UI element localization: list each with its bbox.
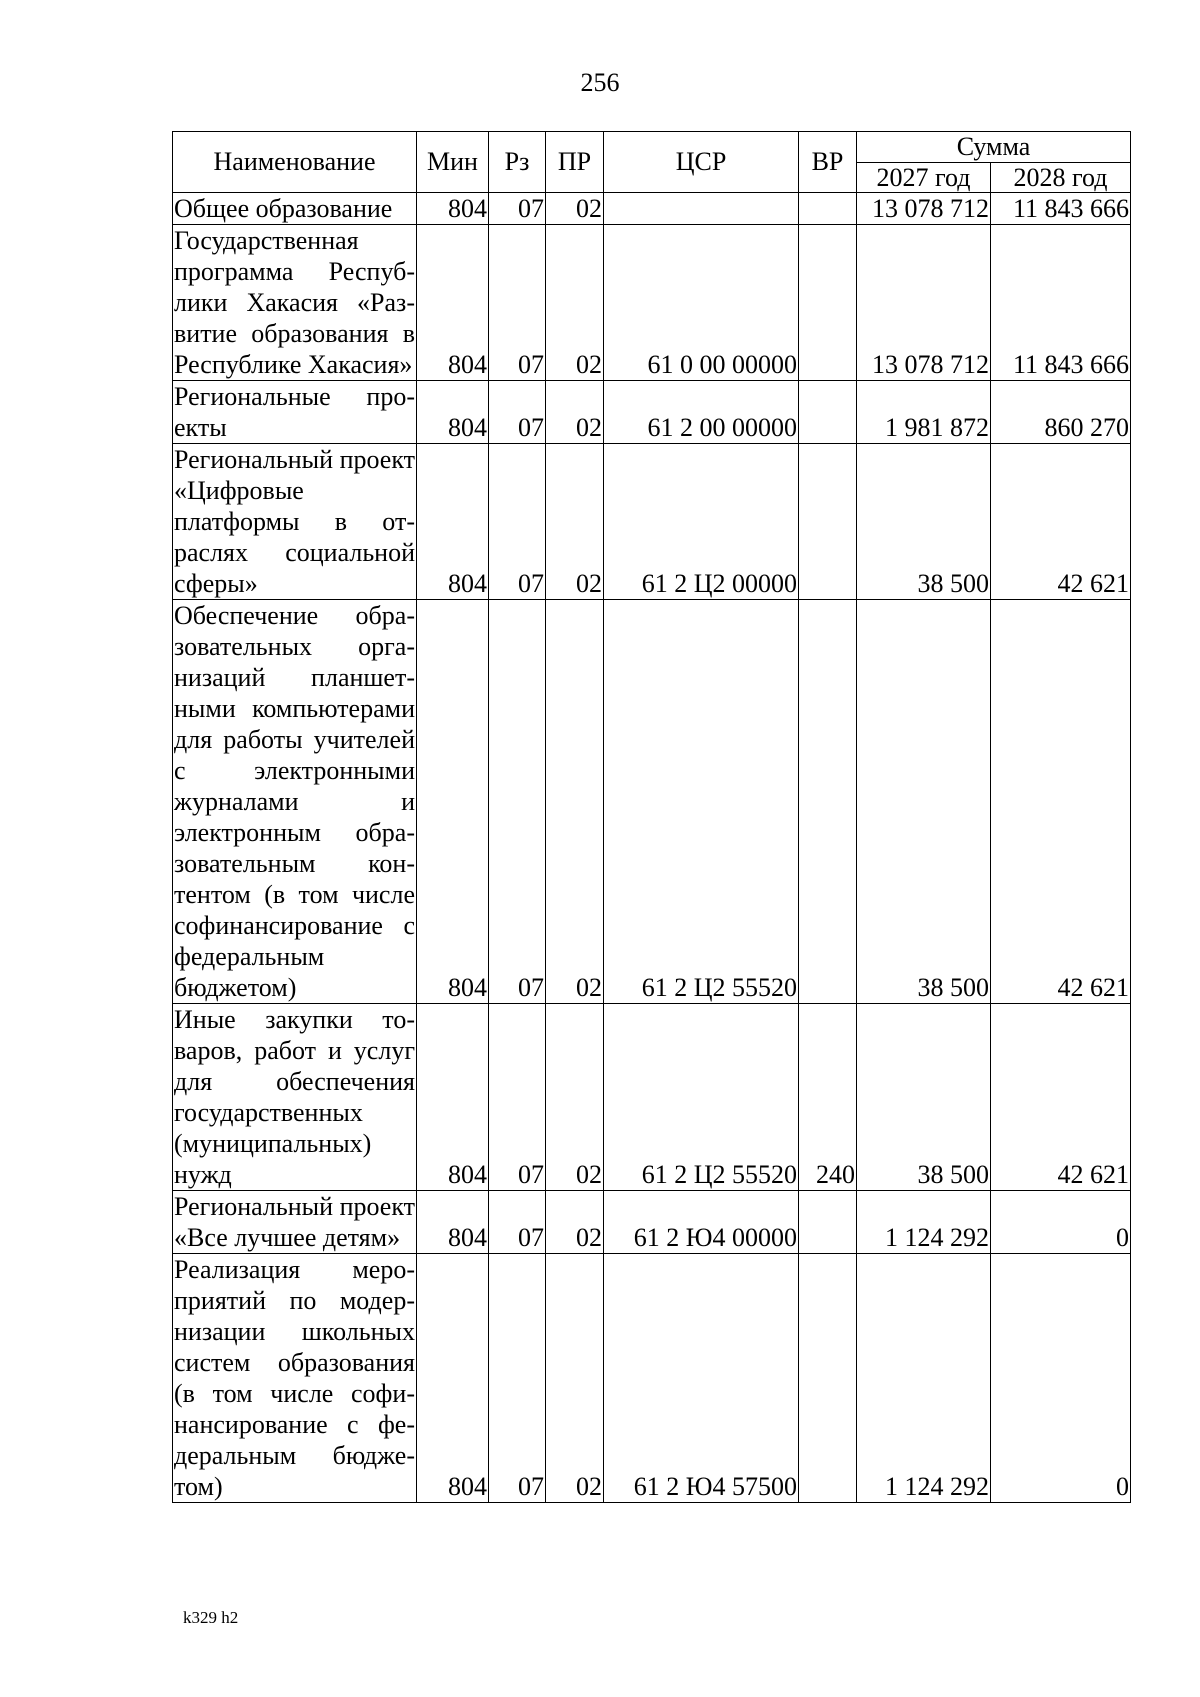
row-csr: 61 0 00 00000 bbox=[604, 225, 799, 381]
row-pr: 02 bbox=[546, 444, 604, 600]
row-sum-2027: 1 124 292 bbox=[857, 1191, 991, 1254]
row-min: 804 bbox=[417, 600, 489, 1004]
row-pr: 02 bbox=[546, 381, 604, 444]
row-min: 804 bbox=[417, 225, 489, 381]
row-sum-2028: 11 843 666 bbox=[991, 225, 1131, 381]
row-sum-2028: 11 843 666 bbox=[991, 193, 1131, 225]
row-vr bbox=[799, 193, 857, 225]
row-csr: 61 2 Ю4 57500 bbox=[604, 1254, 799, 1503]
row-sum-2028: 0 bbox=[991, 1254, 1131, 1503]
row-min: 804 bbox=[417, 444, 489, 600]
row-min: 804 bbox=[417, 1254, 489, 1503]
row-name: Региональный проект «Цифровые платформы в отраслях социальной сферы» bbox=[174, 445, 415, 598]
row-rz: 07 bbox=[489, 1191, 546, 1254]
table-row bbox=[173, 381, 1131, 444]
row-rz: 07 bbox=[489, 1254, 546, 1503]
row-rz: 07 bbox=[489, 225, 546, 381]
row-pr: 02 bbox=[546, 1004, 604, 1191]
header-year-2027: 2027 год bbox=[857, 163, 991, 193]
row-pr: 02 bbox=[546, 600, 604, 1004]
table-row bbox=[173, 600, 1131, 1004]
budget-table bbox=[172, 131, 1131, 1503]
row-rz: 07 bbox=[489, 381, 546, 444]
table-row bbox=[173, 444, 1131, 600]
row-csr: 61 2 Ц2 55520 bbox=[604, 600, 799, 1004]
row-sum-2028: 42 621 bbox=[991, 600, 1131, 1004]
row-sum-2028: 42 621 bbox=[991, 444, 1131, 600]
row-vr bbox=[799, 1191, 857, 1254]
row-name: Обеспечение образовательных организаций планшетными компьютерами для работы учителей с электронными журналами и электронным образовательным контентом (в том числе софинансирование с федеральным бюджетом) bbox=[174, 601, 415, 1002]
table-row bbox=[173, 1004, 1131, 1191]
row-rz: 07 bbox=[489, 1004, 546, 1191]
header-min: Мин bbox=[417, 132, 489, 193]
row-min: 804 bbox=[417, 381, 489, 444]
row-name: Реализация мероприятий по модернизации школьных систем образования (в том числе софинансирование с федеральным бюджетом) bbox=[174, 1255, 415, 1501]
row-name: Региональные проекты bbox=[174, 382, 415, 442]
row-csr bbox=[604, 193, 799, 225]
row-rz: 07 bbox=[489, 600, 546, 1004]
row-name: Общее образование bbox=[173, 193, 417, 225]
row-name: Государственная программа Республики Хакасия «Развитие образования в Республике Хакасия» bbox=[174, 226, 415, 379]
row-rz: 07 bbox=[489, 444, 546, 600]
footer-code: k329 h2 bbox=[183, 1608, 239, 1627]
table-row bbox=[173, 225, 1131, 381]
header-name: Наименование bbox=[173, 132, 417, 193]
row-sum-2027: 38 500 bbox=[857, 1004, 991, 1191]
row-csr: 61 2 Ю4 00000 bbox=[604, 1191, 799, 1254]
row-vr bbox=[799, 225, 857, 381]
row-sum-2027: 1 124 292 bbox=[857, 1254, 991, 1503]
row-pr: 02 bbox=[546, 193, 604, 225]
row-sum-2028: 860 270 bbox=[991, 381, 1131, 444]
row-vr bbox=[799, 381, 857, 444]
table-row bbox=[173, 1254, 1131, 1503]
row-min: 804 bbox=[417, 193, 489, 225]
row-sum-2028: 0 bbox=[991, 1191, 1131, 1254]
row-min: 804 bbox=[417, 1191, 489, 1254]
row-csr: 61 2 00 00000 bbox=[604, 381, 799, 444]
row-vr bbox=[799, 1254, 857, 1503]
row-min: 804 bbox=[417, 1004, 489, 1191]
row-rz: 07 bbox=[489, 193, 546, 225]
row-sum-2028: 42 621 bbox=[991, 1004, 1131, 1191]
row-name: Иные закупки товаров, работ и услуг для обеспечения государственных (муниципальных) нужд bbox=[174, 1005, 415, 1189]
row-vr bbox=[799, 444, 857, 600]
row-pr: 02 bbox=[546, 225, 604, 381]
row-csr: 61 2 Ц2 00000 bbox=[604, 444, 799, 600]
row-pr: 02 bbox=[546, 1254, 604, 1503]
row-sum-2027: 1 981 872 bbox=[857, 381, 991, 444]
row-sum-2027: 13 078 712 bbox=[857, 193, 991, 225]
row-vr: 240 bbox=[799, 1004, 857, 1191]
row-csr: 61 2 Ц2 55520 bbox=[604, 1004, 799, 1191]
header-vr: ВР bbox=[799, 132, 857, 193]
header-csr: ЦСР bbox=[604, 132, 799, 193]
table-row bbox=[173, 193, 1131, 225]
header-pr: ПР bbox=[546, 132, 604, 193]
header-year-2028: 2028 год bbox=[991, 163, 1131, 193]
row-pr: 02 bbox=[546, 1191, 604, 1254]
row-sum-2027: 13 078 712 bbox=[857, 225, 991, 381]
row-vr bbox=[799, 600, 857, 1004]
row-sum-2027: 38 500 bbox=[857, 600, 991, 1004]
table-row bbox=[173, 1191, 1131, 1254]
page-number: 256 bbox=[580, 68, 620, 97]
row-sum-2027: 38 500 bbox=[857, 444, 991, 600]
row-name: Региональный проект «Все лучшее детям» bbox=[174, 1192, 415, 1252]
header-sum: Сумма bbox=[857, 132, 1131, 163]
header-rz: Рз bbox=[489, 132, 546, 193]
